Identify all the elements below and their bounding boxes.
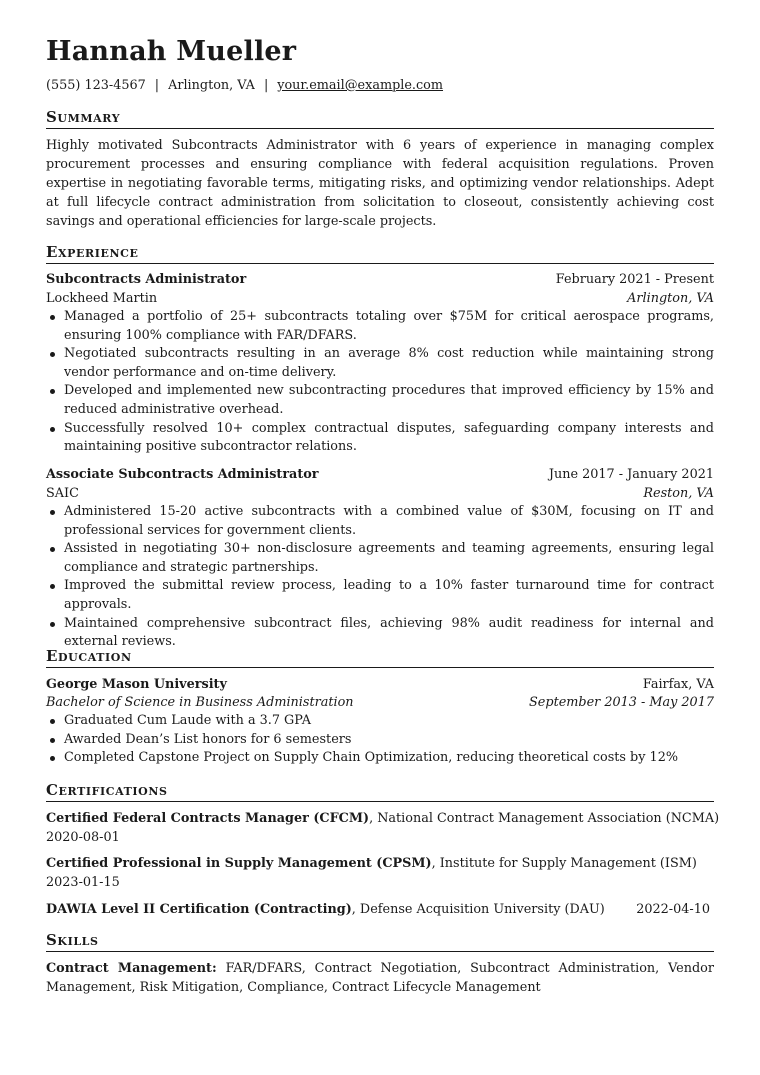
certification-date-row [46, 873, 714, 892]
contact-line [46, 78, 443, 93]
location: Arlington, VA [168, 78, 255, 93]
section-title: Summary [46, 108, 121, 126]
certification-date: 2022-04-10 [636, 902, 710, 917]
list-item: Administered 15-20 active subcontracts with a combined value of $30M, focusing on IT and professional services for government clients. [46, 503, 714, 540]
certification-item [46, 809, 720, 828]
school-name: George Mason University [46, 677, 227, 692]
section-title: Education [46, 647, 132, 665]
certification-name: DAWIA Level II Certification (Contracting) [46, 902, 352, 917]
list-item: Successfully resolved 10+ complex contractual disputes, safeguarding company interests and maintaining positive subcontractor relations. [46, 420, 714, 457]
job-header [46, 270, 714, 289]
contact-separator: | [154, 78, 160, 93]
job-subheader [46, 289, 714, 308]
education-subheader [46, 693, 714, 712]
skills-text [46, 959, 714, 997]
job-location: Arlington, VA [627, 291, 714, 306]
section-title: Certifications [46, 781, 168, 799]
job-bullets [46, 503, 714, 652]
list-item: Maintained comprehensive subcontract files, achieving 98% audit readiness for internal and external reviews. [46, 615, 714, 652]
list-item: Developed and implemented new subcontracting procedures that improved efficiency by 15% and reduced administrative overhead. [46, 382, 714, 419]
education-header [46, 675, 714, 694]
certification-name: Certified Federal Contracts Manager (CFCM) [46, 811, 370, 826]
section-education [46, 647, 714, 668]
education-dates: September 2013 - May 2017 [529, 695, 714, 710]
summary-text: Highly motivated Subcontracts Administrator with 6 years of experience in managing complex procurement processes and ensuring compliance with federal acquisition regulations. Proven expertise in negotiating favorable terms, mitigating risks, and optimizing vendor relationships. Adept at full lifecycle contract administration from solicitation to closeout, consistently achieving cost savings and operational efficiencies for large-scale projects. [46, 138, 714, 229]
job-company: SAIC [46, 486, 79, 501]
list-item: Managed a portfolio of 25+ subcontracts totaling over $75M for critical aerospace programs, ensuring 100% compliance with FAR/DFARS. [46, 308, 714, 345]
certification-issuer: , Institute for Supply Management (ISM) [431, 856, 697, 871]
section-certifications [46, 781, 714, 802]
list-item: Negotiated subcontracts resulting in an average 8% cost reduction while maintaining strong vendor performance and on-time delivery. [46, 345, 714, 382]
school-location: Fairfax, VA [642, 677, 714, 692]
certification-item [46, 900, 714, 919]
job-bullets [46, 308, 714, 457]
job-role: Associate Subcontracts Administrator [46, 467, 319, 482]
job-location: Reston, VA [643, 486, 714, 501]
list-item: Graduated Cum Laude with a 3.7 GPA [46, 712, 714, 731]
candidate-name: Hannah Mueller [46, 36, 297, 67]
phone-number: (555) 123-4567 [46, 78, 146, 93]
certification-issuer: , Defense Acquisition University (DAU) [351, 902, 605, 917]
certification-date: 2023-01-15 [46, 875, 120, 890]
list-item: Completed Capstone Project on Supply Chain Optimization, reducing theoretical costs by 12% [46, 749, 714, 768]
list-item: Awarded Dean’s List honors for 6 semesters [46, 731, 714, 750]
degree: Bachelor of Science in Business Administration [46, 695, 354, 710]
certification-date-row [46, 828, 714, 847]
list-item: Assisted in negotiating 30+ non-disclosure agreements and teaming agreements, ensuring legal compliance and strategic partnerships. [46, 540, 714, 577]
job-dates: February 2021 - Present [555, 272, 714, 287]
section-experience [46, 243, 714, 264]
job-header [46, 465, 714, 484]
certification-item [46, 854, 714, 873]
skills-label: Contract Management: [46, 961, 217, 976]
job-subheader [46, 484, 714, 503]
certification-issuer: , National Contract Management Association (NCMA) [369, 811, 720, 826]
job-company: Lockheed Martin [46, 291, 158, 306]
education-bullets [46, 712, 714, 768]
list-item: Improved the submittal review process, leading to a 10% faster turnaround time for contract approvals. [46, 577, 714, 614]
section-title: Experience [46, 243, 139, 261]
certification-name: Certified Professional in Supply Management (CPSM) [46, 856, 432, 871]
skills-list: FAR/DFARS, Contract Negotiation, Subcontract Administration, Vendor Management, Risk Mitigation, Compliance, Contract Lifecycle Management [46, 961, 714, 995]
section-title: Skills [46, 931, 99, 949]
contact-separator: | [263, 78, 269, 93]
job-role: Subcontracts Administrator [46, 272, 247, 287]
email-link[interactable]: your.email@example.com [277, 78, 444, 93]
job-dates: June 2017 - January 2021 [548, 467, 714, 482]
certification-date: 2020-08-01 [46, 830, 120, 845]
section-summary [46, 108, 714, 129]
section-skills [46, 931, 714, 952]
